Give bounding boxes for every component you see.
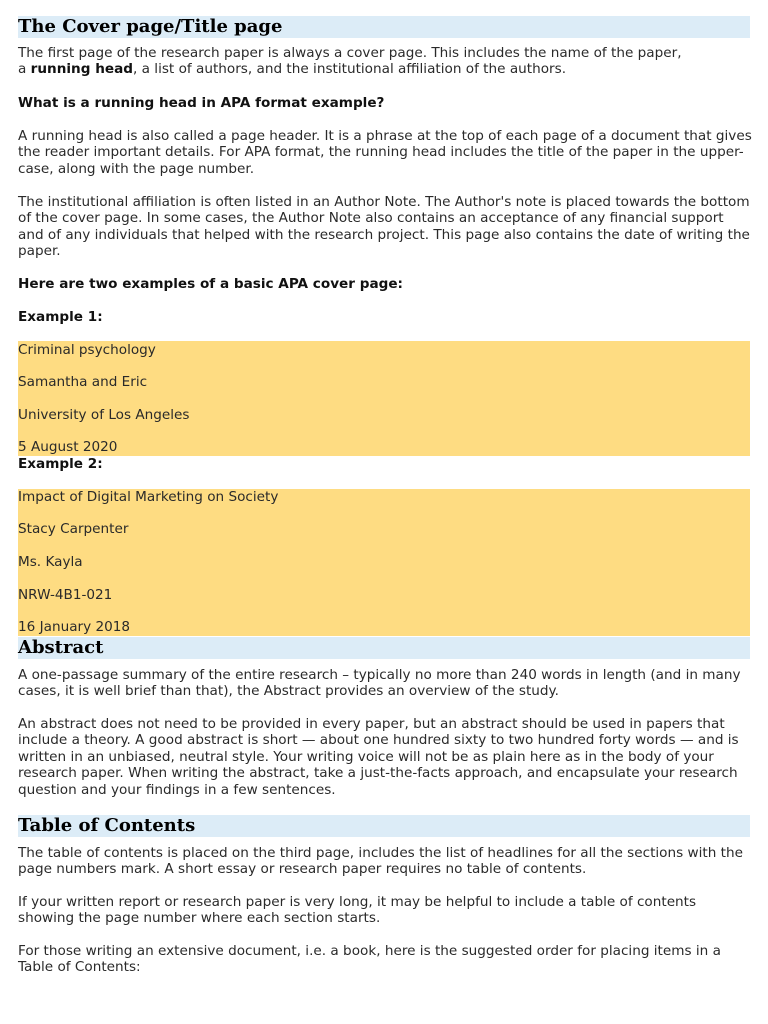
example1-line: University of Los Angeles [18, 407, 190, 423]
examples-intro: Here are two examples of a basic APA cover page: [18, 276, 403, 292]
example1-line: 5 August 2020 [18, 439, 118, 455]
abstract-paragraph-2: An abstract does not need to be provided in every paper, but an abstract should be used in papers that include a theory. A good abstract is short — about one hundred sixty to two hundred forty words — and is written in an unbiased, neutral style. Your writing voice will not be as plain here as in the body of your research paper. When writing the abstract, take a just-the-facts approach, and encapsulate your research question and your findings in a few sentences. [18, 716, 739, 798]
abstract-heading-band [18, 637, 750, 659]
abstract-heading: Abstract [18, 637, 104, 658]
example2-label: Example 2: [18, 456, 103, 472]
example1-line: Samantha and Eric [18, 374, 148, 390]
example2-line: 16 January 2018 [18, 619, 131, 635]
toc-paragraph-2: If your written report or research paper is very long, it may be helpful to include a table of contents showing the page number where each section starts. [18, 894, 697, 927]
cover-intro-prefix: a [18, 61, 31, 78]
example1-highlight-block [18, 341, 750, 456]
cover-intro-paragraph [18, 45, 753, 78]
cover-page-heading-band [18, 16, 750, 38]
toc-heading: Table of Contents [18, 815, 196, 836]
running-head-paragraph: A running head is also called a page header. It is a phrase at the top of each page of a document that gives the reader important details. For APA format, the running head includes the title of the paper in the upper-case, along with the page number. [18, 128, 752, 177]
running-head-question: What is a running head in APA format example? [18, 95, 385, 111]
toc-heading-band [18, 815, 750, 837]
toc-paragraph-1: The table of contents is placed on the third page, includes the list of headlines for all the sections with the page numbers mark. A short essay or research paper requires no table of contents. [18, 845, 743, 878]
example2-line: NRW-4B1-021 [18, 587, 113, 603]
example1-line: Criminal psychology [18, 342, 156, 358]
cover-page-heading: The Cover page/Title page [18, 16, 283, 37]
example1-label: Example 1: [18, 309, 103, 325]
cover-intro-line1: The first page of the research paper is always a cover page. This includes the name of the paper, [18, 45, 682, 61]
abstract-paragraph-1: A one-passage summary of the entire research – typically no more than 240 words in length (and in many cases, it is well brief than that), the Abstract provides an overview of the study. [18, 667, 741, 700]
running-head-term: running head [30, 61, 133, 78]
example2-line: Ms. Kayla [18, 554, 83, 570]
affiliation-paragraph: The institutional affiliation is often listed in an Author Note. The Author's note is placed towards the bottom of the cover page. In some cases, the Author Note also contains an acceptance of any financial support and of any individuals that helped with the research project. This page also contains the date of writing the paper. [18, 194, 750, 260]
toc-paragraph-3: For those writing an extensive document, i.e. a book, here is the suggested order for placing items in a Table of Contents: [18, 943, 721, 976]
cover-intro-suffix: , a list of authors, and the institutional affiliation of the authors. [133, 61, 567, 78]
example2-line: Stacy Carpenter [18, 521, 129, 537]
example2-highlight-block [18, 489, 750, 636]
example2-line: Impact of Digital Marketing on Society [18, 489, 279, 505]
